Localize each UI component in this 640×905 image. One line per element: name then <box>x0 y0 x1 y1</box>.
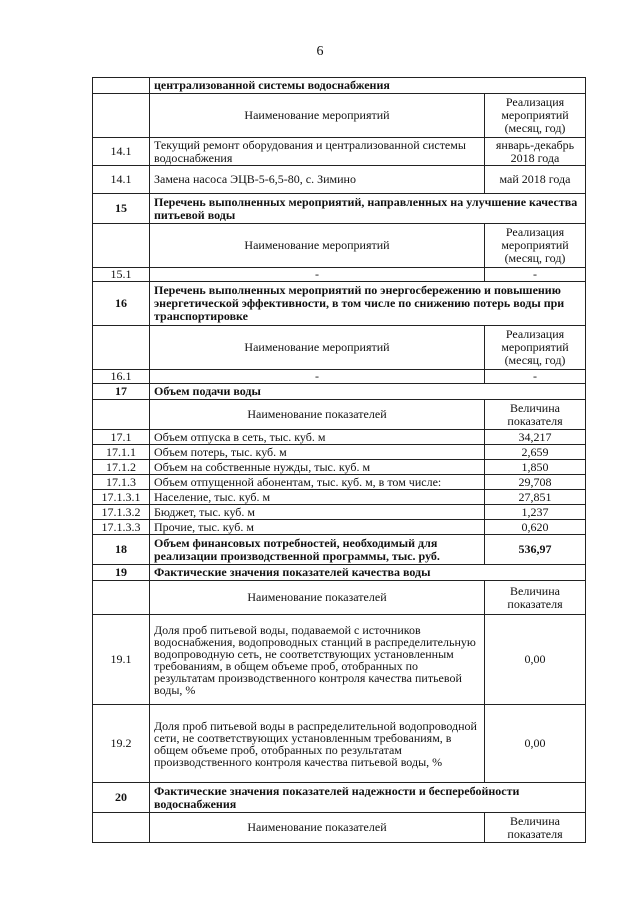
column-header-name: Наименование показателей <box>150 400 485 430</box>
row-text: Бюджет, тыс. куб. м <box>150 505 485 520</box>
row-text: Текущий ремонт оборудования и централизованной системы водоснабжения <box>150 138 485 166</box>
section-row <box>93 565 586 581</box>
section-title: централизованной системы водоснабжения <box>150 78 586 94</box>
row-value: - <box>485 268 586 282</box>
section-row <box>93 384 586 400</box>
table-row <box>93 166 586 194</box>
row-number <box>93 78 150 94</box>
column-header-name: Наименование показателей <box>150 813 485 843</box>
row-value: 1,237 <box>485 505 586 520</box>
row-text: - <box>150 268 485 282</box>
row-value: май 2018 года <box>485 166 586 194</box>
row-value: 29,708 <box>485 475 586 490</box>
row-text: Объем отпуска в сеть, тыс. куб. м <box>150 430 485 445</box>
table-row <box>93 138 586 166</box>
table-row <box>93 268 586 282</box>
section-title: Фактические значения показателей надежности и бесперебойности водоснабжения <box>150 783 586 813</box>
table-row <box>93 370 586 384</box>
row-text: Объем на собственные нужды, тыс. куб. м <box>150 460 485 475</box>
page-number: 6 <box>316 44 324 59</box>
row-value: 34,217 <box>485 430 586 445</box>
column-header-value: Величина показателя <box>485 400 586 430</box>
row-number: 17 <box>93 384 150 400</box>
column-header-value: Величина показателя <box>485 581 586 615</box>
column-header-row <box>93 94 586 138</box>
table-row <box>93 520 586 535</box>
row-text: Объем финансовых потребностей, необходимый для реализации производственной программы, тыс. руб. <box>150 535 485 565</box>
row-value: 536,97 <box>485 535 586 565</box>
section-title: Перечень выполненных мероприятий по энергосбережению и повышению энергетической эффективности, в том числе по снижению потерь воды при транспортировке <box>150 282 586 326</box>
column-header-value: Реализация мероприятий (месяц, год) <box>485 224 586 268</box>
row-number: 18 <box>93 535 150 565</box>
section-row <box>93 783 586 813</box>
row-value: 27,851 <box>485 490 586 505</box>
row-number: 14.1 <box>93 138 150 166</box>
row-number: 16 <box>93 282 150 326</box>
row-text: Замена насоса ЭЦВ-5-6,5-80, с. Зимино <box>150 166 485 194</box>
total-row <box>93 535 586 565</box>
row-number: 19.2 <box>93 705 150 783</box>
column-header-name: Наименование мероприятий <box>150 326 485 370</box>
row-number: 16.1 <box>93 370 150 384</box>
row-number: 17.1.3 <box>93 475 150 490</box>
table-row <box>93 615 586 705</box>
row-value: 2,659 <box>485 445 586 460</box>
column-header-row <box>93 581 586 615</box>
row-value: - <box>485 370 586 384</box>
row-text: Доля проб питьевой воды, подаваемой с источников водоснабжения, водопроводных станций в распределительную водопроводную сеть, не соответствующих установленным требованиям, в общем объеме проб, отобранных по результатам производственного контроля качества питьевой воды, % <box>150 615 485 705</box>
row-number: 15 <box>93 194 150 224</box>
indicators-table <box>92 77 586 843</box>
column-header-row <box>93 326 586 370</box>
table-row <box>93 475 586 490</box>
row-value: 0,620 <box>485 520 586 535</box>
section-row <box>93 78 586 94</box>
section-title: Перечень выполненных мероприятий, направленных на улучшение качества питьевой воды <box>150 194 586 224</box>
row-number: 20 <box>93 783 150 813</box>
table-row <box>93 705 586 783</box>
row-text: Доля проб питьевой воды в распределительной водопроводной сети, не соответствующих установленным требованиям, в общем объеме проб, отобранных по результатам производственного контроля качества питьевой воды, % <box>150 705 485 783</box>
row-number: 17.1.3.2 <box>93 505 150 520</box>
row-text: Объем отпущенной абонентам, тыс. куб. м, в том числе: <box>150 475 485 490</box>
row-value: 0,00 <box>485 705 586 783</box>
table-row <box>93 445 586 460</box>
column-header-name: Наименование показателей <box>150 581 485 615</box>
row-number: 15.1 <box>93 268 150 282</box>
column-header-row <box>93 400 586 430</box>
section-title: Фактические значения показателей качества воды <box>150 565 586 581</box>
row-number: 17.1.2 <box>93 460 150 475</box>
row-number: 17.1.3.1 <box>93 490 150 505</box>
row-value: 0,00 <box>485 615 586 705</box>
column-header-value: Реализация мероприятий (месяц, год) <box>485 326 586 370</box>
row-value: январь-декабрь 2018 года <box>485 138 586 166</box>
section-row <box>93 194 586 224</box>
row-text: Население, тыс. куб. м <box>150 490 485 505</box>
row-number: 17.1 <box>93 430 150 445</box>
row-text: Объем потерь, тыс. куб. м <box>150 445 485 460</box>
row-text: - <box>150 370 485 384</box>
row-number: 19.1 <box>93 615 150 705</box>
column-header-name: Наименование мероприятий <box>150 94 485 138</box>
row-number: 19 <box>93 565 150 581</box>
row-number: 14.1 <box>93 166 150 194</box>
row-number: 17.1.1 <box>93 445 150 460</box>
section-row <box>93 282 586 326</box>
column-header-row <box>93 813 586 843</box>
column-header-row <box>93 224 586 268</box>
table-row <box>93 505 586 520</box>
column-header-value: Реализация мероприятий (месяц, год) <box>485 94 586 138</box>
table-row <box>93 490 586 505</box>
row-number: 17.1.3.3 <box>93 520 150 535</box>
table-row <box>93 460 586 475</box>
row-text: Прочие, тыс. куб. м <box>150 520 485 535</box>
section-title: Объем подачи воды <box>150 384 586 400</box>
table-row <box>93 430 586 445</box>
row-value: 1,850 <box>485 460 586 475</box>
column-header-value: Величина показателя <box>485 813 586 843</box>
column-header-name: Наименование мероприятий <box>150 224 485 268</box>
